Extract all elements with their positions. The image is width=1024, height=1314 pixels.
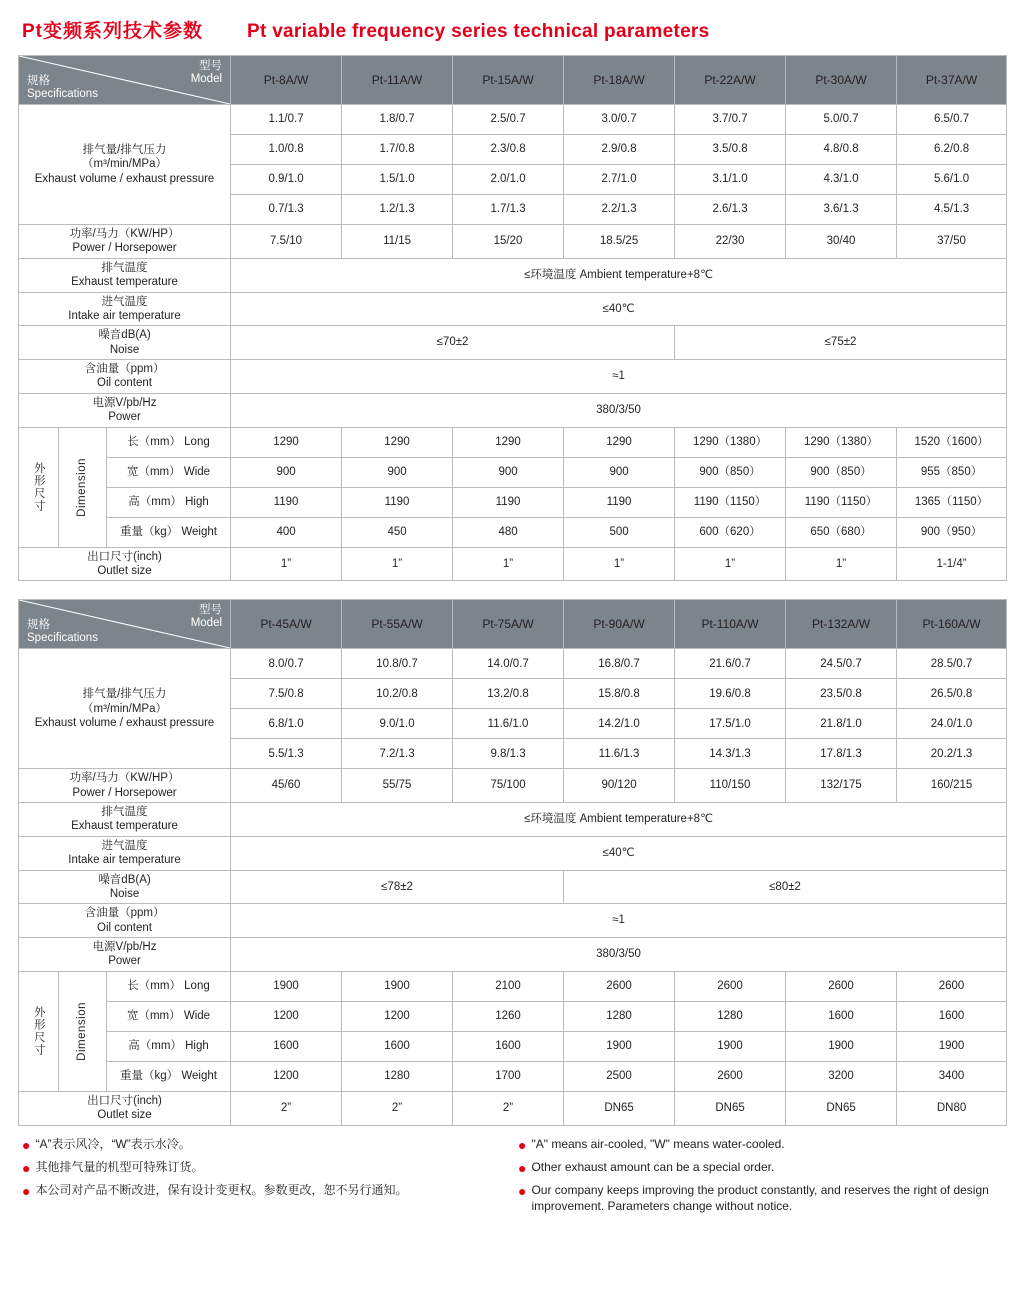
note-item [22,1182,512,1198]
table1-exhaust-0-0: 1.1/0.7 [231,105,342,135]
table2-exhaust-2-6: 24.0/1.0 [897,709,1007,739]
table1-long-1: 1290 [342,427,453,457]
table2-long-6: 2600 [897,971,1007,1001]
table2-dimension-label-en: Dimension [59,971,107,1091]
table2-weight-2: 1700 [453,1061,564,1091]
table1-exhaust-2-3: 2.7/1.0 [564,165,675,195]
table2-dimension-label-cn: 外形尺寸 [19,971,59,1091]
bullet-icon: ● [518,1182,527,1199]
note-text: Other exhaust amount can be a special order. [531,1159,775,1174]
table2-noise-value-1: ≤80±2 [564,870,1007,904]
table2-exhaust-2-4: 17.5/1.0 [675,709,786,739]
table2-long-3: 2600 [564,971,675,1001]
table1-exhaust-1-2: 2.3/0.8 [453,135,564,165]
table-row [19,393,1007,427]
table1-high-label: 高（mm） High [107,487,231,517]
table1-weight-4: 600（620） [675,517,786,547]
table1-intaketemp-label [19,292,231,326]
table1-outlet-3: 1” [564,547,675,581]
table-row [19,1001,1007,1031]
table2-long-1: 1900 [342,971,453,1001]
note-text: Our company keeps improving the product constantly, and reserves the right of design improvement. Parameters change without notice. [531,1182,989,1214]
table2-powerhp-6: 160/215 [897,769,1007,803]
table1-exhaust-3-3: 2.2/1.3 [564,195,675,225]
table1-wide-6: 955（850） [897,457,1007,487]
table2-long-5: 2600 [786,971,897,1001]
table1-wide-3: 900 [564,457,675,487]
table2-high-5: 1900 [786,1031,897,1061]
oil-label-cn: 含油量（ppm） [84,363,165,375]
table2-powerhp-4: 110/150 [675,769,786,803]
table2-model-2: Pt-75A/W [453,600,564,649]
table2-powerhp-1: 55/75 [342,769,453,803]
table2-powersupply-label: 电源V/pb/Hz Power [19,938,231,972]
corner-model-label: 型号 Model [190,604,223,630]
table1-exhaust-1-5: 4.8/0.8 [786,135,897,165]
table1-exhaust-1-4: 3.5/0.8 [675,135,786,165]
table2-exhaust-0-5: 24.5/0.7 [786,649,897,679]
powerhp-label-cn: 功率/马力（KW/HP） [69,228,180,240]
table2-weight-3: 2500 [564,1061,675,1091]
table2-exhaust-3-6: 20.2/1.3 [897,739,1007,769]
table-row [19,292,1007,326]
table1-outlet-2: 1” [453,547,564,581]
table1-exhaust-0-6: 6.5/0.7 [897,105,1007,135]
table2-exhaust-2-1: 9.0/1.0 [342,709,453,739]
table2-powerhp-0: 45/60 [231,769,342,803]
spec-table-2 [18,599,1007,1125]
table2-model-3: Pt-90A/W [564,600,675,649]
table2-wide-3: 1280 [564,1001,675,1031]
table2-intaketemp-value: ≤40℃ [231,836,1007,870]
table-row [19,547,1007,581]
table2-weight-5: 3200 [786,1061,897,1091]
table1-wide-1: 900 [342,457,453,487]
table1-long-6: 1520（1600） [897,427,1007,457]
corner-model-label: 型号 Model [190,60,223,86]
table1-model-0: Pt-8A/W [231,56,342,105]
table1-weight-label: 重量（kg） Weight [107,517,231,547]
table1-exhaust-2-6: 5.6/1.0 [897,165,1007,195]
table-row [19,938,1007,972]
table2-wide-2: 1260 [453,1001,564,1031]
table1-weight-0: 400 [231,517,342,547]
table2-powerhp-label: 功率/马力（KW/HP） Power / Horsepower [19,769,231,803]
table1-exhaust-2-5: 4.3/1.0 [786,165,897,195]
oil-label-en: Oil content [97,377,152,390]
table1-exhaust-0-3: 3.0/0.7 [564,105,675,135]
spec-table-1 [18,55,1007,581]
table2-powerhp-5: 132/175 [786,769,897,803]
table1-exhaust-1-6: 6.2/0.8 [897,135,1007,165]
table2-exhaust-0-3: 16.8/0.7 [564,649,675,679]
table-row [19,1091,1007,1125]
table1-high-5: 1190（1150） [786,487,897,517]
table1-intaketemp-value: ≤40℃ [231,292,1007,326]
table-row [19,836,1007,870]
table-row [19,326,1007,360]
table-row [19,360,1007,394]
table1-weight-5: 650（680） [786,517,897,547]
table1-weight-1: 450 [342,517,453,547]
noise-label-en: Noise [109,343,140,356]
powerhp-label-en: Power / Horsepower [72,242,177,255]
table2-exhaust-2-5: 21.8/1.0 [786,709,897,739]
table-row [19,225,1007,259]
table1-long-5: 1290（1380） [786,427,897,457]
table2-wide-1: 1200 [342,1001,453,1031]
table2-outlet-label: 出口尺寸(inch) Outlet size [19,1091,231,1125]
table-row [19,487,1007,517]
intaketemp-label-en: Intake air temperature [68,309,181,322]
table1-long-4: 1290（1380） [675,427,786,457]
notes-column-cn [22,1136,512,1222]
exhaust-label-cn2: （m³/min/MPa） [82,158,167,171]
table1-outlet-6: 1-1/4” [897,547,1007,581]
table1-oil-label [19,360,231,394]
table1-exhaust-1-3: 2.9/0.8 [564,135,675,165]
table1-exhaust-2-2: 2.0/1.0 [453,165,564,195]
table1-model-5: Pt-30A/W [786,56,897,105]
corner-spec-label: 规格 Specifications [27,618,98,645]
table2-noise-label: 噪音dB(A) Noise [19,870,231,904]
table1-weight-6: 900（950） [897,517,1007,547]
table2-outlet-6: DN80 [897,1091,1007,1125]
table1-dimension-label-en: Dimension [59,427,107,547]
table-spacer [18,581,1006,599]
table1-powerhp-4: 22/30 [675,225,786,259]
table1-exhaust-label [19,105,231,225]
bullet-icon: ● [518,1159,527,1176]
table2-exhaust-1-0: 7.5/0.8 [231,679,342,709]
table2-outlet-3: DN65 [564,1091,675,1125]
table2-high-0: 1600 [231,1031,342,1061]
table2-weight-1: 1280 [342,1061,453,1091]
table1-outlet-4: 1” [675,547,786,581]
table2-long-0: 1900 [231,971,342,1001]
table-row [19,1061,1007,1091]
table1-corner-header [19,56,231,105]
table1-powersupply-label [19,393,231,427]
noise-label-cn: 噪音dB(A) [98,329,151,342]
table2-exhaust-2-3: 14.2/1.0 [564,709,675,739]
table1-exhaust-0-5: 5.0/0.7 [786,105,897,135]
table1-powersupply-value: 380/3/50 [231,393,1007,427]
table1-noise-label [19,326,231,360]
table2-weight-0: 1200 [231,1061,342,1091]
table2-high-2: 1600 [453,1031,564,1061]
table2-intaketemp-label: 进气温度 Intake air temperature [19,836,231,870]
table1-exhausttemp-label [19,258,231,292]
table1-exhaust-1-0: 1.0/0.8 [231,135,342,165]
table2-outlet-0: 2” [231,1091,342,1125]
table2-exhaust-0-0: 8.0/0.7 [231,649,342,679]
table1-powerhp-label [19,225,231,259]
note-text: 本公司对产品不断改进，保有设计变更权。参数更改，恕不另行通知。 [35,1182,408,1197]
table2-exhaust-3-5: 17.8/1.3 [786,739,897,769]
table2-powerhp-3: 90/120 [564,769,675,803]
table1-high-3: 1190 [564,487,675,517]
exhausttemp-label-en: Exhaust temperature [71,276,178,289]
table1-header-row [19,56,1007,105]
bullet-icon: ● [22,1159,31,1176]
table-row [19,258,1007,292]
table1-exhaust-3-2: 1.7/1.3 [453,195,564,225]
table1-powerhp-5: 30/40 [786,225,897,259]
table2-noise-value-0: ≤78±2 [231,870,564,904]
table1-exhausttemp-value: ≤环境温度 Ambient temperature+8℃ [231,258,1007,292]
table2-high-6: 1900 [897,1031,1007,1061]
table-row [19,803,1007,837]
page-title-cn: Pt变频系列技术参数 [22,21,204,42]
table1-high-1: 1190 [342,487,453,517]
table2-outlet-2: 2” [453,1091,564,1125]
table1-powerhp-2: 15/20 [453,225,564,259]
table2-weight-6: 3400 [897,1061,1007,1091]
table1-long-2: 1290 [453,427,564,457]
table1-model-4: Pt-22A/W [675,56,786,105]
powersupply-label-cn: 电源V/pb/Hz [92,396,157,409]
notes-section [18,1126,1006,1222]
bullet-icon: ● [22,1182,31,1199]
bullet-icon: ● [518,1136,527,1153]
exhaust-label-en: Exhaust volume / exhaust pressure [34,172,215,185]
table1-long-3: 1290 [564,427,675,457]
table1-exhaust-2-4: 3.1/1.0 [675,165,786,195]
table2-model-1: Pt-55A/W [342,600,453,649]
table-row [19,427,1007,457]
corner-spec-label: 规格 Specifications [27,74,98,100]
table2-exhaust-0-6: 28.5/0.7 [897,649,1007,679]
note-item [22,1136,512,1152]
table2-outlet-1: 2” [342,1091,453,1125]
table1-noise-value-0: ≤70±2 [231,326,675,360]
table1-exhaust-2-1: 1.5/1.0 [342,165,453,195]
table1-oil-value: ≈1 [231,360,1007,394]
table1-high-6: 1365（1150） [897,487,1007,517]
table-row [19,971,1007,1001]
table2-exhaust-2-2: 11.6/1.0 [453,709,564,739]
table2-wide-6: 1600 [897,1001,1007,1031]
table1-weight-3: 500 [564,517,675,547]
table1-wide-2: 900 [453,457,564,487]
table2-outlet-5: DN65 [786,1091,897,1125]
table2-corner-header [19,600,231,649]
table2-long-4: 2600 [675,971,786,1001]
table1-powerhp-0: 7.5/10 [231,225,342,259]
table1-powerhp-6: 37/50 [897,225,1007,259]
table-row [19,870,1007,904]
table-row [19,105,1007,135]
table1-exhaust-3-5: 3.6/1.3 [786,195,897,225]
table2-outlet-4: DN65 [675,1091,786,1125]
table1-exhaust-2-0: 0.9/1.0 [231,165,342,195]
table2-oil-label: 含油量（ppm） Oil content [19,904,231,938]
note-item [22,1159,512,1175]
table2-exhaust-0-2: 14.0/0.7 [453,649,564,679]
table2-long-label: 长（mm） Long [107,971,231,1001]
table2-exhaust-1-6: 26.5/0.8 [897,679,1007,709]
table2-exhaust-3-2: 9.8/1.3 [453,739,564,769]
table1-exhaust-1-1: 1.7/0.8 [342,135,453,165]
table1-outlet-0: 1” [231,547,342,581]
table2-model-5: Pt-132A/W [786,600,897,649]
table1-high-4: 1190（1150） [675,487,786,517]
bullet-icon: ● [22,1136,31,1153]
table2-exhaust-1-3: 15.8/0.8 [564,679,675,709]
notes-column-en [512,1136,1002,1222]
table2-exhaust-3-4: 14.3/1.3 [675,739,786,769]
table1-powerhp-1: 11/15 [342,225,453,259]
table2-model-4: Pt-110A/W [675,600,786,649]
table2-model-0: Pt-45A/W [231,600,342,649]
table-row [19,457,1007,487]
table2-exhaust-1-4: 19.6/0.8 [675,679,786,709]
table2-high-1: 1600 [342,1031,453,1061]
table2-powersupply-value: 380/3/50 [231,938,1007,972]
exhaust-label-cn1: 排气量/排气压力 [82,143,167,156]
table2-exhaust-3-3: 11.6/1.3 [564,739,675,769]
table1-wide-0: 900 [231,457,342,487]
table1-dimension-label-cn: 外形尺寸 [19,427,59,547]
table1-exhaust-0-4: 3.7/0.7 [675,105,786,135]
table2-high-label: 高（mm） High [107,1031,231,1061]
table1-weight-2: 480 [453,517,564,547]
table2-model-6: Pt-160A/W [897,600,1007,649]
powersupply-label-en: Power [108,411,141,424]
intaketemp-label-cn: 进气温度 [101,295,148,308]
table1-exhaust-3-1: 1.2/1.3 [342,195,453,225]
table1-outlet-1: 1” [342,547,453,581]
note-item [518,1136,1002,1152]
table-row [19,769,1007,803]
page-title [18,12,1006,55]
table1-model-3: Pt-18A/W [564,56,675,105]
page-title-en: Pt variable frequency series technical parameters [247,21,710,42]
table2-header-row [19,600,1007,649]
table2-wide-label: 宽（mm） Wide [107,1001,231,1031]
table2-long-2: 2100 [453,971,564,1001]
table2-weight-label: 重量（kg） Weight [107,1061,231,1091]
table2-weight-4: 2600 [675,1061,786,1091]
note-item [518,1159,1002,1175]
table-row [19,649,1007,679]
table1-outlet-5: 1” [786,547,897,581]
note-text: 其他排气量的机型可特殊订货。 [35,1159,204,1174]
table1-exhaust-0-1: 1.8/0.7 [342,105,453,135]
table1-noise-value-1: ≤75±2 [675,326,1007,360]
table1-wide-5: 900（850） [786,457,897,487]
table2-exhaust-1-2: 13.2/0.8 [453,679,564,709]
table2-wide-4: 1280 [675,1001,786,1031]
table2-exhaust-0-4: 21.6/0.7 [675,649,786,679]
table2-exhaust-0-1: 10.8/0.7 [342,649,453,679]
table1-wide-4: 900（850） [675,457,786,487]
table1-exhaust-0-2: 2.5/0.7 [453,105,564,135]
table1-model-2: Pt-15A/W [453,56,564,105]
table2-wide-5: 1600 [786,1001,897,1031]
table-row [19,1031,1007,1061]
table2-exhaust-2-0: 6.8/1.0 [231,709,342,739]
table2-exhaust-1-1: 10.2/0.8 [342,679,453,709]
table2-wide-0: 1200 [231,1001,342,1031]
table1-outlet-label: 出口尺寸(inch) Outlet size [19,547,231,581]
table1-wide-label: 宽（mm） Wide [107,457,231,487]
table1-high-0: 1190 [231,487,342,517]
table1-model-1: Pt-11A/W [342,56,453,105]
table1-long-0: 1290 [231,427,342,457]
table2-exhaust-1-5: 23.5/0.8 [786,679,897,709]
table-row [19,517,1007,547]
table2-exhausttemp-value: ≤环境温度 Ambient temperature+8℃ [231,803,1007,837]
table2-exhaust-3-0: 5.5/1.3 [231,739,342,769]
table2-exhaust-label: 排气量/排气压力 （m³/min/MPa） Exhaust volume / exhaust pressure [19,649,231,769]
table-row [19,904,1007,938]
table2-high-4: 1900 [675,1031,786,1061]
table1-high-2: 1190 [453,487,564,517]
table2-powerhp-2: 75/100 [453,769,564,803]
table1-exhaust-3-6: 4.5/1.3 [897,195,1007,225]
table1-model-6: Pt-37A/W [897,56,1007,105]
table1-exhaust-3-4: 2.6/1.3 [675,195,786,225]
table2-exhaust-3-1: 7.2/1.3 [342,739,453,769]
table1-exhaust-3-0: 0.7/1.3 [231,195,342,225]
table2-high-3: 1900 [564,1031,675,1061]
note-item [518,1182,1002,1214]
note-text: "A" means air-cooled, "W" means water-cooled. [531,1136,785,1151]
note-text: “A”表示风冷，“W”表示水冷。 [35,1136,191,1151]
table1-powerhp-3: 18.5/25 [564,225,675,259]
table2-oil-value: ≈1 [231,904,1007,938]
table2-exhausttemp-label: 排气温度 Exhaust temperature [19,803,231,837]
exhausttemp-label-cn: 排气温度 [101,261,148,274]
table1-long-label: 长（mm） Long [107,427,231,457]
